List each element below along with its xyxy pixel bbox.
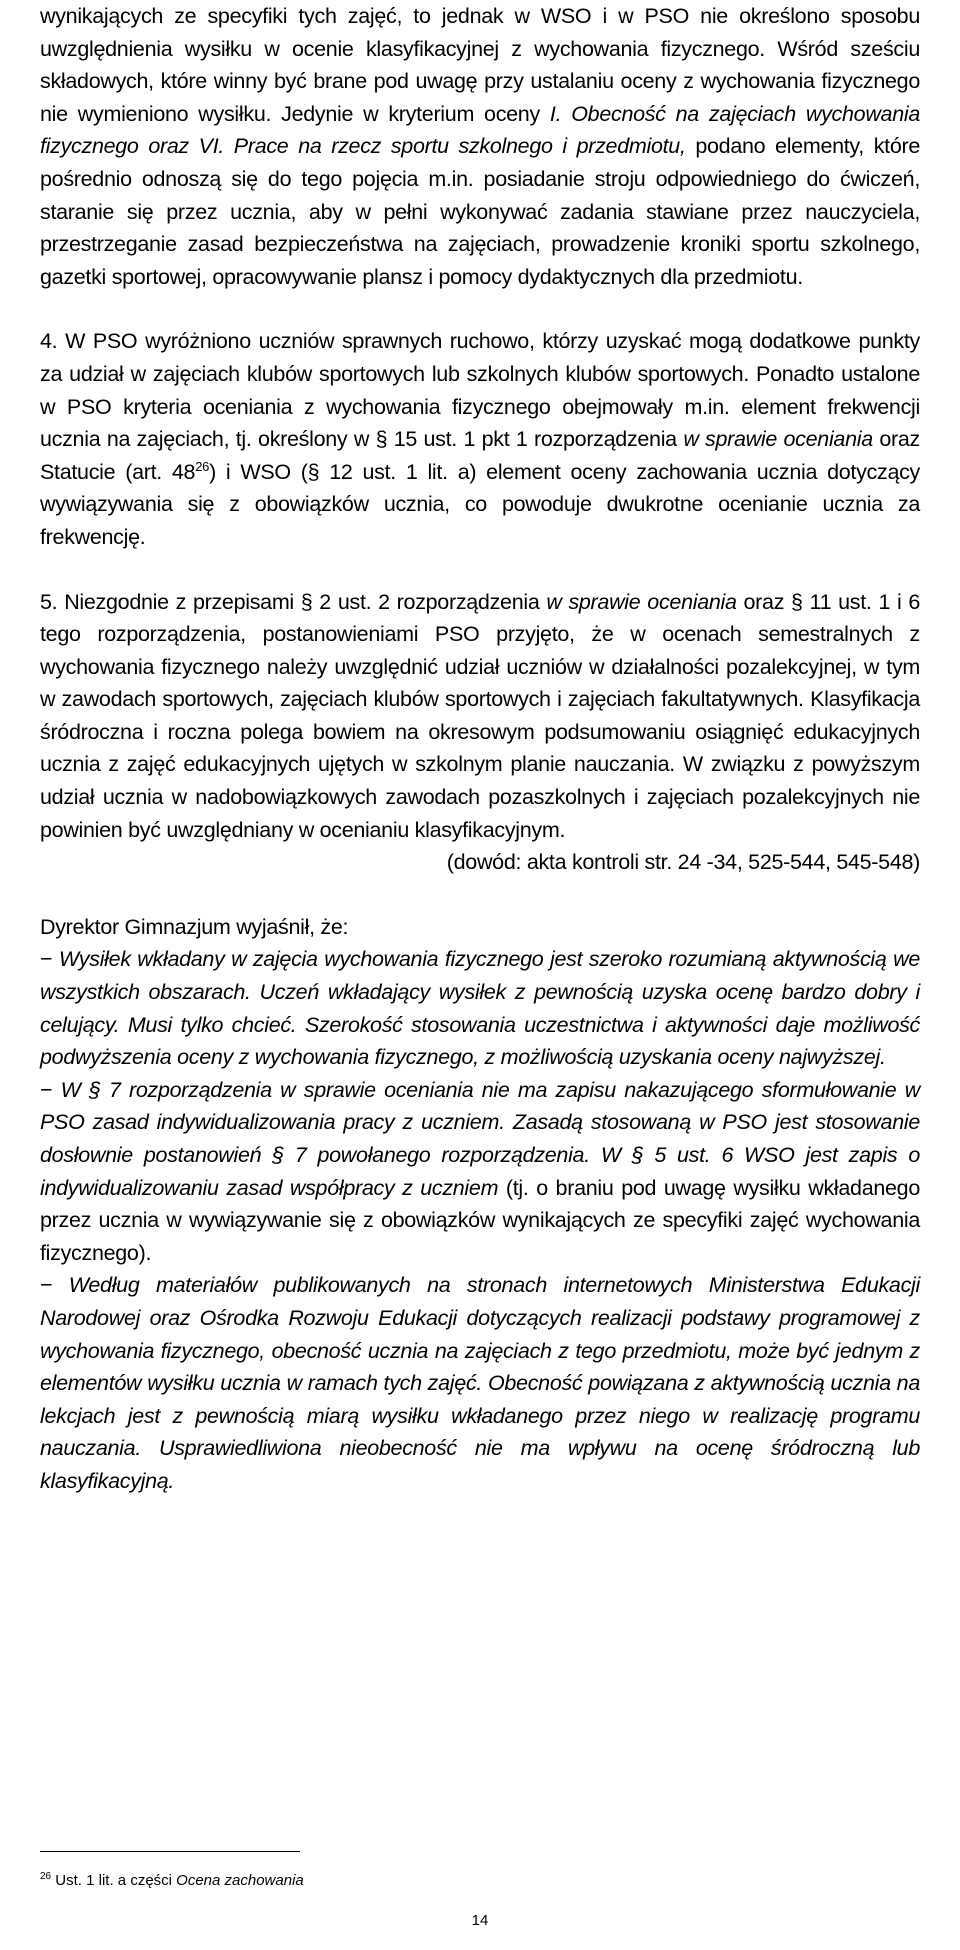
italic-text: W § 7 rozporządzenia w sprawie oceniania nie ma zapisu nakazującego sformułowanie w PSO zasad indywidualizowania pracy z uczniem. Zasadą stosowaną w PSO jest stosowanie dosłownie postanowień § 7 powołanego rozporządzenia. W § 5 ust. 6 WSO jest zapis o indywidualizowaniu zasad współpracy z uczniem <box>40 1077 920 1200</box>
text: (tj. o braniu pod uwagę wysiłku wkładanego przez ucznia w wywiązywanie się z obowiązków wynikających ze specyfiki zajęć wychowania fizycznego). <box>40 1175 920 1265</box>
text: Ust. 1 lit. a części <box>51 1872 177 1889</box>
footnote <box>40 1872 304 1890</box>
text: ) i WSO (§ 12 ust. 1 lit. a) element oceny zachowania ucznia dotyczący wywiązywania się z obowiązków ucznia, co powoduje dwukrotne ocenianie ucznia za frekwencję. <box>40 459 921 549</box>
dash-bullet: − <box>40 1273 53 1298</box>
italic-text: w sprawie oceniania <box>546 589 737 614</box>
italic-text: I. Obecność na zajęciach wychowania fizycznego oraz VI. Prace na rzecz sportu szkolnego i przedmiotu, <box>40 101 920 159</box>
explanation-item-2 <box>40 1074 920 1270</box>
italic-text: Wysiłek wkładany w zajęcia wychowania fizycznego jest szeroko rozumianą aktywnością we wszystkich obszarach. Uczeń wkładający wysiłek z pewnością uzyska ocenę bardzo dobry i celujący. Musi tylko chcieć. Szerokość stosowania uczestnictwa i aktywności daje możliwość podwyższenia oceny z wychowania fizycznego, z możliwością uzyskania oceny najwyższej. <box>40 947 920 1070</box>
paragraph-intro <box>40 0 920 293</box>
explanation-item-3 <box>40 1269 920 1497</box>
paragraph-point-4 <box>40 325 920 553</box>
footnote-number: 26 <box>40 1871 52 1882</box>
paragraph-point-5 <box>40 586 920 847</box>
dash-bullet: − <box>40 1077 53 1102</box>
page-number: 14 <box>471 1912 489 1929</box>
text: oraz Statucie (art. 48 <box>40 427 920 484</box>
evidence-reference: (dowód: akta kontroli str. 24 -34, 525-544, 545-548) <box>446 850 920 875</box>
text: wynikających ze specyfiki tych zajęć, to jednak w WSO i w PSO nie określono sposobu uwzględnienia wysiłku w ocenie klasyfikacyjnej z wychowania fizycznego. Wśród sześciu składowych, które winny być brane pod uwagę przy ustalaniu oceny z wychowania fizycznego nie wymieniono wysiłku. Jedynie w kryterium oceny <box>40 4 920 126</box>
text: oraz § 11 ust. 1 i 6 tego rozporządzenia, postanowieniami PSO przyjęto, że w ocenach semestralnych z wychowania fizycznego należy uwzględnić udział uczniów w działalności pozalekcyjnej, w tym w zawodach sportowych, zajęciach klubów sportowych i zajęciach fakultatywnych. Klasyfikacja śródroczna i roczna polega bowiem na okresowym podsumowaniu osiągnięć edukacyjnych ucznia z zajęć edukacyjnych ujętych w szkolnym planie nauczania. W związku z powyższym udział ucznia w nadobowiązkowych zawodach pozaszkolnych i zajęciach pozalekcyjnych nie powinien być uwzględniany w ocenianiu klasyfikacyjnym. <box>40 589 920 842</box>
director-heading: Dyrektor Gimnazjum wyjaśnił, że: <box>40 914 349 939</box>
text: 5. Niezgodnie z przepisami § 2 ust. 2 rozporządzenia <box>40 589 547 614</box>
text: 4. W PSO wyróżniono uczniów sprawnych ruchowo, którzy uzyskać mogą dodatkowe punkty za udział w zajęciach klubów sportowych lub szkolnych klubów sportowych. Ponadto ustalone w PSO kryteria oceniania z wychowania fizycznego obejmowały m.in. element frekwencji ucznia na zajęciach, tj. określony w § 15 ust. 1 pkt 1 rozporządzenia <box>40 329 920 452</box>
dash-bullet: − <box>40 947 53 972</box>
document-body <box>40 0 920 1498</box>
italic-text: Według materiałów publikowanych na stronach internetowych Ministerstwa Edukacji Narodowej oraz Ośrodka Rozwoju Edukacji dotyczących realizacji podstawy programowej z wychowania fizycznego, obecność ucznia na zajęciach z tego przedmiotu, może być jednym z elementów wysiłku ucznia w ramach tych zajęć. Obecność powiązana z aktywnością ucznia na lekcjach jest z pewnością miarą wysiłku wkładanego przez niego w realizację programu nauczania. Usprawiedliwiona nieobecność nie ma wpływu na ocenę śródroczną lub klasyfikacyjną. <box>40 1273 920 1493</box>
footnote-separator <box>40 1851 300 1852</box>
text: podano elementy, które pośrednio odnoszą się do tego pojęcia m.in. posiadanie stroju odpowiedniego do ćwiczeń, staranie się przez ucznia, aby w pełni wykonywać zadania stawiane przez nauczyciela, przestrzeganie zasad bezpieczeństwa na zajęciach, prowadzenie kroniki sportu szkolnego, gazetki sportowej, opracowywanie plansz i pomocy dydaktycznych dla przedmiotu. <box>40 134 920 289</box>
italic-text: Ocena zachowania <box>176 1872 304 1889</box>
footnote-reference[interactable]: 26 <box>195 458 210 474</box>
explanation-item-1 <box>40 943 920 1073</box>
italic-text: w sprawie oceniania <box>683 427 873 452</box>
